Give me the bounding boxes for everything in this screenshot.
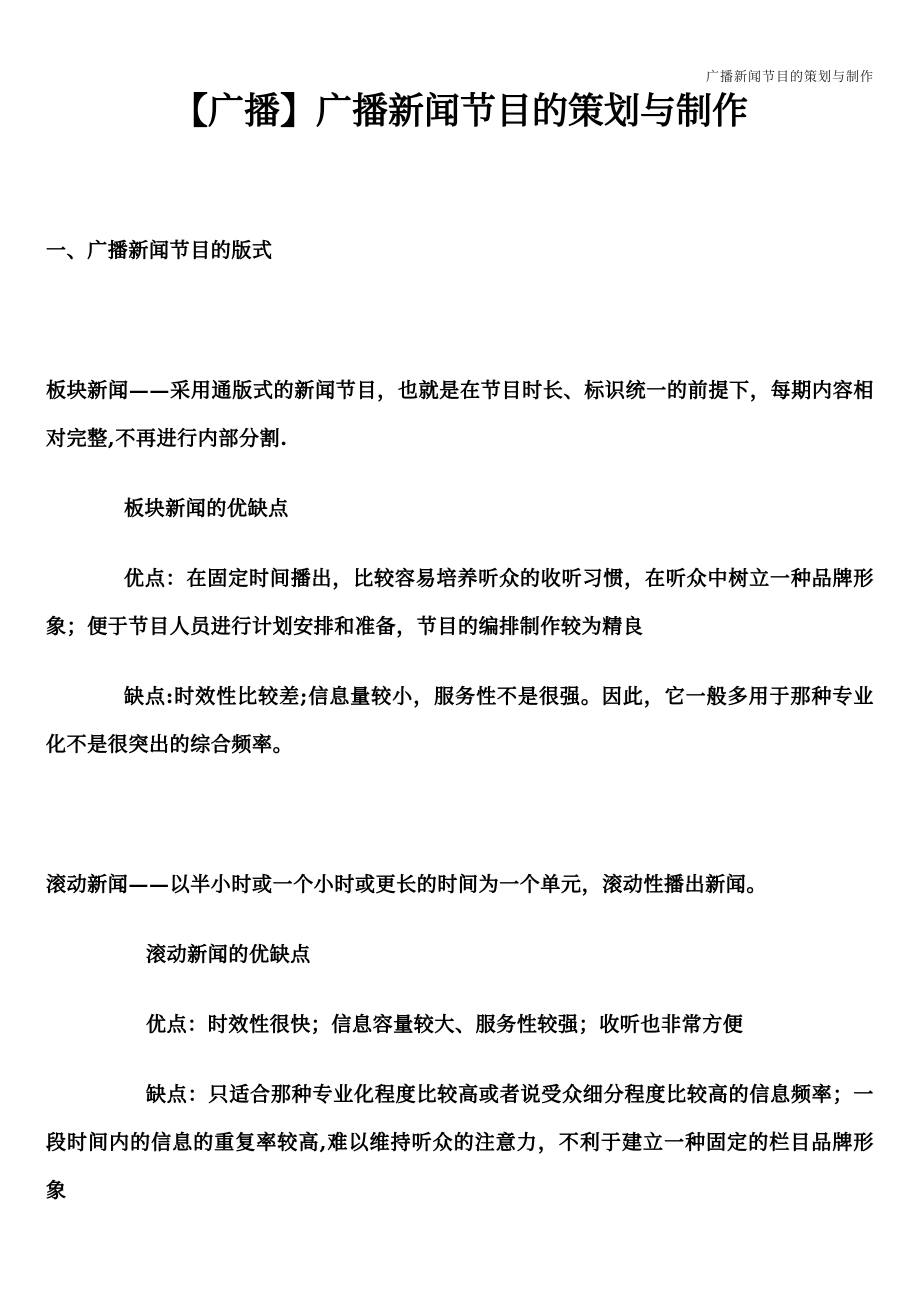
paragraph-block-news-advantages: 优点：在固定时间播出，比较容易培养听众的收听习惯，在听众中树立一种品牌形象；便于节目人员进行计划安排和准备，节目的编排制作较为精良 [46,566,874,638]
running-header: 广播新闻节目的策划与制作 [705,70,874,85]
paragraph-block-news-definition: 板块新闻——采用通版式的新闻节目，也就是在节目时长、标识统一的前提下，每期内容相对完整,不再进行内部分割. [46,378,874,450]
subheading-rolling-news-pros-cons: 滚动新闻的优缺点 [146,942,311,966]
paragraph-block-news-disadvantages: 缺点:时效性比较差;信息量较小，服务性不是很强。因此，它一般多用于那种专业化不是很突出的综合频率。 [46,684,874,756]
subheading-block-news-pros-cons: 板块新闻的优缺点 [124,496,289,520]
paragraph-rolling-news-advantages: 优点：时效性很快；信息容量较大、服务性较强；收听也非常方便 [146,1012,744,1036]
section-heading: 一、广播新闻节目的版式 [46,238,273,262]
paragraph-rolling-news-disadvantages: 缺点：只适合那种专业化程度比较高或者说受众细分程度比较高的信息频率；一段时间内的信息的重复率较高,难以维持听众的注意力，不利于建立一种固定的栏目品牌形象 [46,1082,874,1202]
document-title: 【广播】广播新闻节目的策划与制作 [171,91,748,132]
paragraph-rolling-news-definition: 滚动新闻——以半小时或一个小时或更长的时间为一个单元，滚动性播出新闻。 [46,872,767,896]
